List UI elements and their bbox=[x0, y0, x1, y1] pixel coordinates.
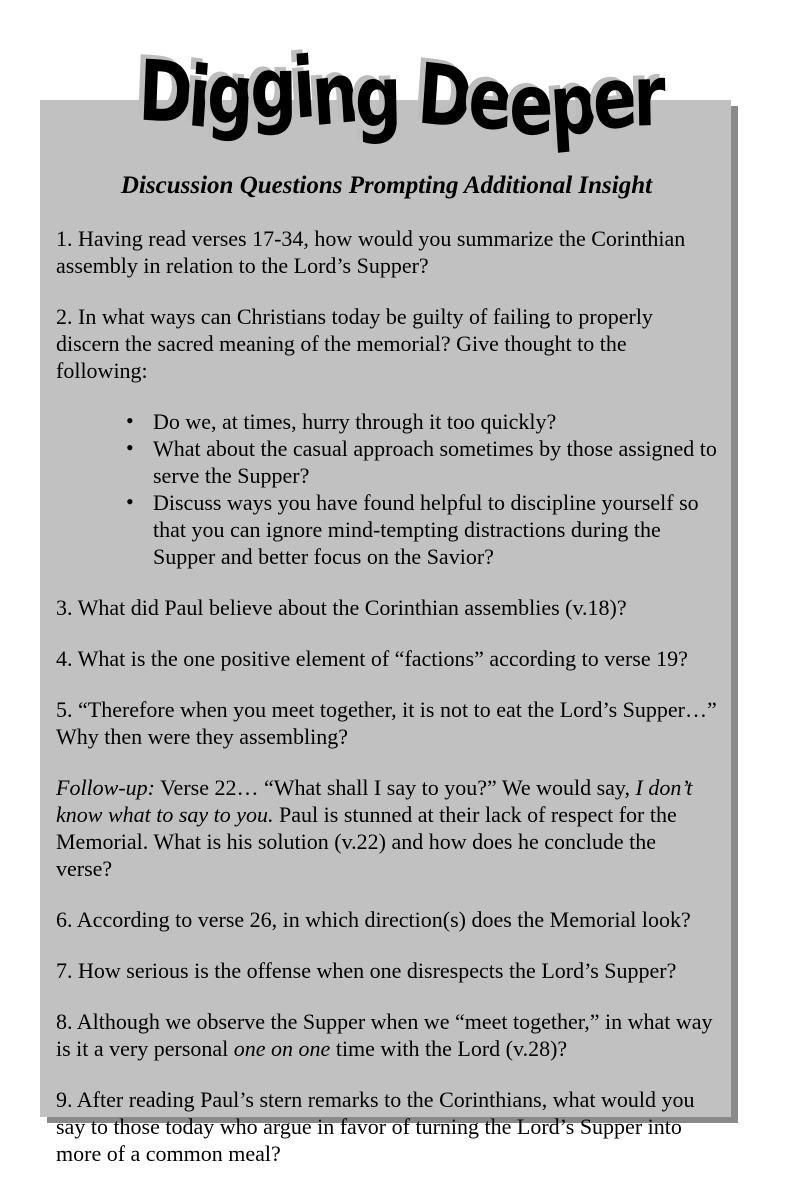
text-segment: 6. According to verse 26, in which direction(s) does the Memorial look? bbox=[56, 907, 691, 932]
title-letter: n bbox=[309, 43, 358, 146]
question-paragraph bbox=[56, 1008, 717, 1062]
bullet-item bbox=[118, 489, 717, 570]
subtitle: Discussion Questions Prompting Additional Insight bbox=[120, 172, 653, 199]
page-title bbox=[88, 38, 712, 156]
title-letter: D bbox=[136, 41, 191, 143]
text-segment: Paul is stunned at their lack of respect for the Memorial. What is his solution (v.22) and how does he conclude the verse? bbox=[56, 802, 677, 881]
worksheet-panel bbox=[40, 100, 731, 1166]
text-segment: 7. How serious is the offense when one disrespects the Lord’s Supper? bbox=[56, 958, 677, 983]
question-paragraph bbox=[56, 303, 717, 384]
title-letter: g bbox=[249, 38, 294, 138]
title-letter: D bbox=[414, 44, 472, 148]
text-segment: 9. After reading Paul’s stern remarks to the Corinthians, what would you say to those today who argue in favor of turning the Lord’s Supper into more of a common meal? bbox=[56, 1087, 695, 1166]
text-segment: Follow-up: bbox=[56, 775, 155, 800]
bullet-item bbox=[118, 408, 717, 435]
text-segment: time with the Lord (v.28)? bbox=[330, 1036, 568, 1061]
title-letter: i bbox=[185, 47, 211, 147]
content-area bbox=[56, 225, 717, 1167]
text-segment: 4. What is the one positive element of “factions” according to verse 19? bbox=[56, 646, 688, 671]
text-segment: one on one bbox=[233, 1036, 331, 1061]
question-paragraph bbox=[56, 594, 717, 621]
text-segment: 8. Although we observe the Supper when we “meet together,” in what way is it a very personal bbox=[56, 1009, 713, 1061]
question-paragraph bbox=[56, 957, 717, 984]
text-segment: Do we, at times, hurry through it too quickly? bbox=[153, 409, 557, 434]
title-letter: p bbox=[546, 53, 596, 156]
question-paragraph bbox=[56, 696, 717, 750]
text-segment: What about the casual approach sometimes by those assigned to serve the Supper? bbox=[153, 436, 717, 488]
title-letter: e bbox=[508, 55, 551, 155]
title-letter: i bbox=[290, 38, 315, 138]
title-letter: g bbox=[205, 43, 253, 145]
bullet-item bbox=[118, 435, 717, 489]
text-segment: 2. In what ways can Christians today be guilty of failing to properly discern the sacred meaning of the memorial? Give thought to the following: bbox=[56, 304, 653, 383]
text-segment: 3. What did Paul believe about the Corinthian assemblies (v.18)? bbox=[56, 595, 627, 620]
title-letter: e bbox=[466, 48, 512, 150]
title-letter: r bbox=[632, 46, 663, 146]
question-paragraph bbox=[56, 1086, 717, 1167]
question-paragraph bbox=[56, 645, 717, 672]
text-segment: 5. “Therefore when you meet together, it is not to eat the Lord’s Supper…” Why then were they assembling? bbox=[56, 697, 717, 749]
question-paragraph bbox=[56, 225, 717, 279]
text-segment: 1. Having read verses 17-34, how would you summarize the Corinthian assembly in relation to the Lord’s Supper? bbox=[56, 226, 686, 278]
title-letter: e bbox=[589, 47, 637, 150]
text-segment: Verse 22… “What shall I say to you?” We would say, bbox=[155, 775, 636, 800]
question-paragraph bbox=[56, 906, 717, 933]
text-segment: I don’t know what to say to you. bbox=[56, 775, 693, 827]
text-segment: Discuss ways you have found helpful to discipline yourself so that you can ignore mind-tempting distractions during the Supper and better focus on the Savior? bbox=[153, 490, 699, 569]
title-letter: g bbox=[353, 47, 399, 147]
bullet-list bbox=[56, 408, 717, 570]
question-paragraph bbox=[56, 774, 717, 882]
